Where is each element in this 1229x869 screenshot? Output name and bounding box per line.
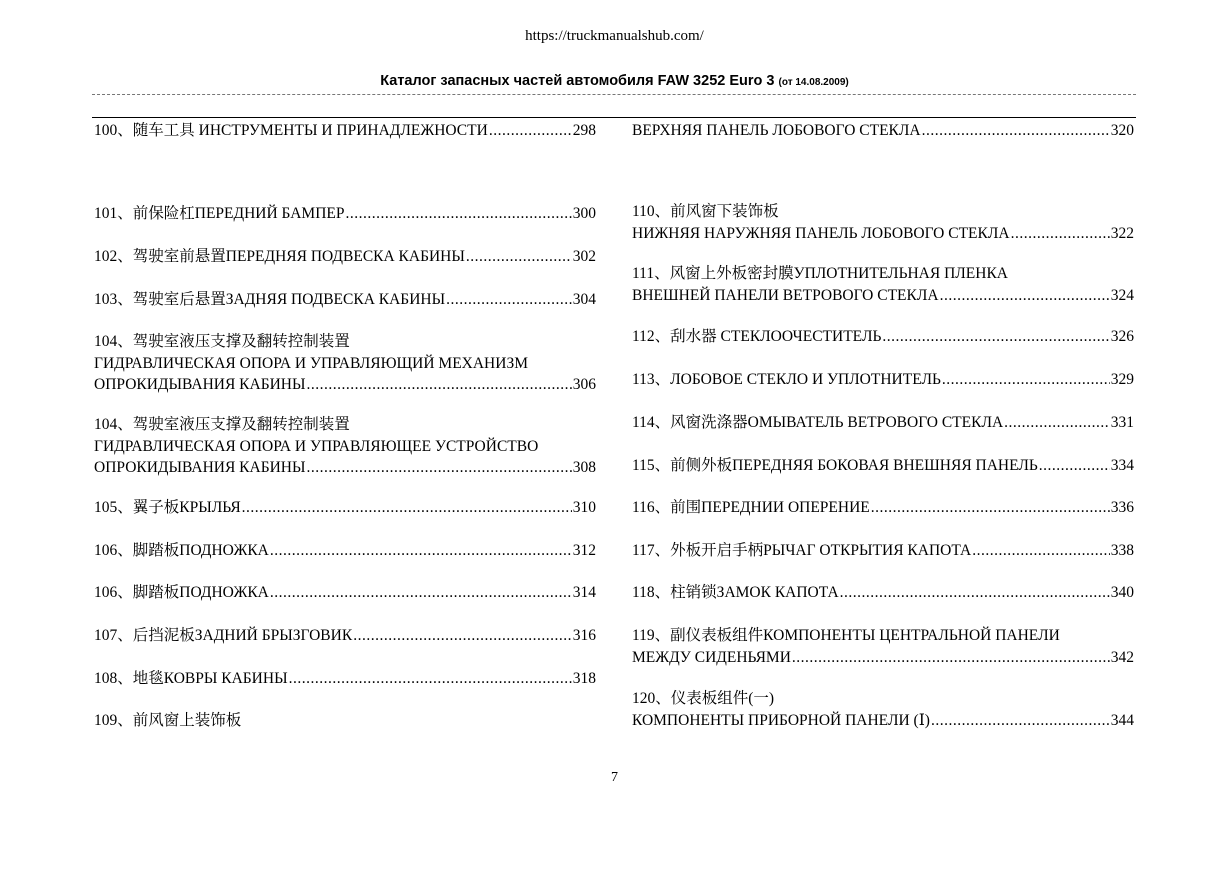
header-dashed-divider xyxy=(92,94,1136,95)
toc-entry-leader-line xyxy=(94,120,596,142)
toc-entry-title: ВНЕШНЕЙ ПАНЕЛИ ВЕТРОВОГО СТЕКЛА xyxy=(632,286,939,304)
toc-entry-title: 106、脚踏板ПОДНОЖКА xyxy=(94,542,269,559)
dot-leader xyxy=(466,246,572,268)
dot-leader xyxy=(242,497,572,519)
toc-entry-title: 105、翼子板КРЫЛЬЯ xyxy=(94,499,241,516)
toc-entry-page: 312 xyxy=(572,542,596,559)
toc-entry-page: 316 xyxy=(572,627,596,644)
toc-entry-line: 119、副仪表板组件КОМПОНЕНТЫ ЦЕНТРАЛЬНОЙ ПАНЕЛИ xyxy=(632,627,1060,644)
toc-entry-page: 344 xyxy=(1110,711,1134,729)
toc-entry[interactable] xyxy=(94,710,596,732)
toc-entry-title: 116、前围ПЕРЕДНИИ ОПЕРЕНИЕ xyxy=(632,499,870,516)
toc-entry-line: 104、驾驶室液压支撑及翻转控制装置 xyxy=(94,333,350,350)
toc-entry-leader-line xyxy=(94,668,596,690)
toc-entry-page: 324 xyxy=(1110,286,1134,304)
toc-entry[interactable] xyxy=(94,582,596,604)
toc-entry-line: ГИДРАВЛИЧЕСКАЯ ОПОРА И УПРАВЛЯЮЩЕЕ УСТРОЙСТВО xyxy=(94,437,539,455)
catalog-title-date: (от 14.08.2009) xyxy=(778,77,849,88)
toc-entry[interactable] xyxy=(94,120,596,142)
dot-leader xyxy=(489,120,572,142)
toc-entry[interactable] xyxy=(632,625,1134,668)
toc-entry[interactable] xyxy=(94,246,596,268)
toc-entry-title: 101、前保险杠ПЕРЕДНИЙ БАМПЕР xyxy=(94,205,345,222)
dot-leader xyxy=(1004,412,1110,434)
page-number: 7 xyxy=(611,770,618,785)
toc-entry-leader-line xyxy=(632,647,1134,669)
toc-entry-line: 104、驾驶室液压支撑及翻转控制装置 xyxy=(94,416,350,433)
toc-entry-title: 106、脚踏板ПОДНОЖКА xyxy=(94,584,269,601)
toc-entry-leader-line xyxy=(94,497,596,519)
toc-entry-page: 298 xyxy=(572,122,596,139)
toc-entry-leader-line xyxy=(632,369,1134,391)
toc-entry[interactable] xyxy=(632,455,1134,477)
toc-entry-title: 112、刮水器 СТЕКЛООЧЕСТИТЕЛЬ xyxy=(632,328,882,345)
toc-entry-page: 331 xyxy=(1110,414,1134,431)
toc-entry[interactable] xyxy=(94,668,596,690)
dot-leader xyxy=(940,285,1110,307)
toc-entry-leader-line xyxy=(94,457,596,479)
toc-entry-title: 102、驾驶室前悬置ПЕРЕДНЯЯ ПОДВЕСКА КАБИНЫ xyxy=(94,248,465,265)
toc-entry-leader-line xyxy=(632,455,1134,477)
toc-entry-page: 310 xyxy=(572,499,596,516)
toc-entry-title: ОПРОКИДЫВАНИЯ КАБИНЫ xyxy=(94,459,306,476)
toc-entry-title: 113、ЛОБОВОЕ СТЕКЛО И УПЛОТНИТЕЛЬ xyxy=(632,371,941,388)
toc-entry-line: ГИДРАВЛИЧЕСКАЯ ОПОРА И УПРАВЛЯЮЩИЙ МЕХАНИЗМ xyxy=(94,354,528,372)
toc-entry-line: 109、前风窗上装饰板 xyxy=(94,712,242,729)
toc-entry-leader-line xyxy=(632,223,1134,245)
toc-entry-title: 108、地毯КОВРЫ КАБИНЫ xyxy=(94,670,288,687)
dot-leader xyxy=(353,625,572,647)
dot-leader xyxy=(289,668,572,690)
toc-entry-title: 107、后挡泥板ЗАДНИЙ БРЫЗГОВИК xyxy=(94,627,353,644)
dot-leader xyxy=(871,497,1110,519)
toc-entry[interactable] xyxy=(632,201,1134,244)
toc-entry[interactable] xyxy=(632,540,1134,562)
toc-entry-page: 318 xyxy=(572,670,596,687)
toc-entry-leader-line xyxy=(94,582,596,604)
toc-entry-title: НИЖНЯЯ НАРУЖНЯЯ ПАНЕЛЬ ЛОБОВОГО СТЕКЛА xyxy=(632,224,1010,242)
toc-entry[interactable] xyxy=(94,331,596,396)
toc-entry-title: КОМПОНЕНТЫ ПРИБОРНОЙ ПАНЕЛИ (Ⅰ) xyxy=(632,711,930,729)
toc-entry-title: ОПРОКИДЫВАНИЯ КАБИНЫ xyxy=(94,376,306,393)
toc-entry[interactable] xyxy=(94,203,596,225)
dot-leader xyxy=(931,710,1110,732)
toc-entry-page: 306 xyxy=(572,376,596,393)
toc-entry-title: 115、前侧外板ПЕРЕДНЯЯ БОКОВАЯ ВНЕШНЯЯ ПАНЕЛЬ xyxy=(632,457,1038,474)
toc-entry-leader-line xyxy=(632,497,1134,519)
toc-entry-line: 111、风窗上外板密封膜УПЛОТНИТЕЛЬНАЯ ПЛЕНКА xyxy=(632,265,1008,282)
toc-entry[interactable] xyxy=(632,582,1134,604)
toc-entry-page: 329 xyxy=(1110,371,1134,388)
toc-entry-leader-line xyxy=(632,582,1134,604)
toc-entry-page: 326 xyxy=(1110,328,1134,345)
toc-entry[interactable] xyxy=(632,326,1134,348)
toc-entry[interactable] xyxy=(632,120,1134,142)
dot-leader xyxy=(882,326,1109,348)
toc-entry-title: 100、随车工具 ИНСТРУМЕНТЫ И ПРИНАДЛЕЖНОСТИ xyxy=(94,122,488,139)
toc-entry[interactable] xyxy=(632,263,1134,306)
toc-entry-leader-line xyxy=(632,120,1134,142)
toc-entry-title: МЕЖДУ СИДЕНЬЯМИ xyxy=(632,648,791,666)
toc-entry-title: 118、柱销锁ЗАМОК КАПОТА xyxy=(632,584,839,601)
toc-entry-leader-line xyxy=(94,203,596,225)
toc-entry-page: 320 xyxy=(1110,122,1134,139)
toc-entry-page: 338 xyxy=(1110,542,1134,559)
dot-leader xyxy=(307,374,572,396)
toc-entry-leader-line xyxy=(94,540,596,562)
toc-entry-page: 314 xyxy=(572,584,596,601)
toc-entry-page: 336 xyxy=(1110,499,1134,516)
toc-entry-title: 117、外板开启手柄РЫЧАГ ОТКРЫТИЯ КАПОТА xyxy=(632,542,972,559)
dot-leader xyxy=(270,582,572,604)
toc-entry-page: 342 xyxy=(1110,648,1134,666)
toc-entry-title: 103、驾驶室后悬置ЗАДНЯЯ ПОДВЕСКА КАБИНЫ xyxy=(94,291,446,308)
dot-leader xyxy=(1011,223,1110,245)
toc-entry-page: 340 xyxy=(1110,584,1134,601)
toc-entry-page: 308 xyxy=(572,459,596,476)
dot-leader xyxy=(446,289,572,311)
toc-entry-leader-line xyxy=(94,246,596,268)
dot-leader xyxy=(942,369,1110,391)
toc-entry[interactable] xyxy=(632,369,1134,391)
dot-leader xyxy=(840,582,1110,604)
toc-entry-leader-line xyxy=(94,374,596,396)
toc-entry-title: ВЕРХНЯЯ ПАНЕЛЬ ЛОБОВОГО СТЕКЛА xyxy=(632,122,921,139)
toc-entry-page: 304 xyxy=(572,291,596,308)
dot-leader xyxy=(922,120,1110,142)
toc-entry[interactable] xyxy=(632,412,1134,434)
toc-entry-leader-line xyxy=(632,326,1134,348)
toc-entry-page: 322 xyxy=(1110,224,1134,242)
source-url: https://truckmanualshub.com/ xyxy=(525,28,704,44)
toc-entry[interactable] xyxy=(94,625,596,647)
toc-entry-leader-line xyxy=(632,540,1134,562)
toc-entry[interactable] xyxy=(94,289,596,311)
catalog-title-text: Каталог запасных частей автомобиля FAW 3252 Euro 3 xyxy=(380,73,775,89)
toc-entry-page: 302 xyxy=(572,248,596,265)
toc-entry-page: 300 xyxy=(572,205,596,222)
toc-entry-leader-line xyxy=(632,412,1134,434)
toc-entry[interactable] xyxy=(94,540,596,562)
dot-leader xyxy=(792,647,1110,669)
dot-leader xyxy=(307,457,572,479)
toc-entry[interactable] xyxy=(94,414,596,479)
toc-entry-line: 110、前风窗下装饰板 xyxy=(632,203,779,220)
toc-entry-leader-line xyxy=(632,710,1134,732)
toc-entry-title: 114、风窗洗涤器ОМЫВАТЕЛЬ ВЕТРОВОГО СТЕКЛА xyxy=(632,414,1004,431)
toc-entry-page: 334 xyxy=(1110,457,1134,474)
header-solid-divider xyxy=(92,117,1136,118)
toc-entry-leader-line xyxy=(94,289,596,311)
dot-leader xyxy=(270,540,572,562)
toc-entry-leader-line xyxy=(94,625,596,647)
dot-leader xyxy=(972,540,1110,562)
dot-leader xyxy=(1039,455,1110,477)
toc-entry[interactable] xyxy=(94,497,596,519)
dot-leader xyxy=(345,203,571,225)
toc-entry[interactable] xyxy=(632,688,1134,731)
toc-entry-leader-line xyxy=(632,285,1134,307)
toc-entry-line: 120、仪表板组件(一) xyxy=(632,690,775,707)
catalog-title xyxy=(0,73,1229,89)
toc-entry[interactable] xyxy=(632,497,1134,519)
